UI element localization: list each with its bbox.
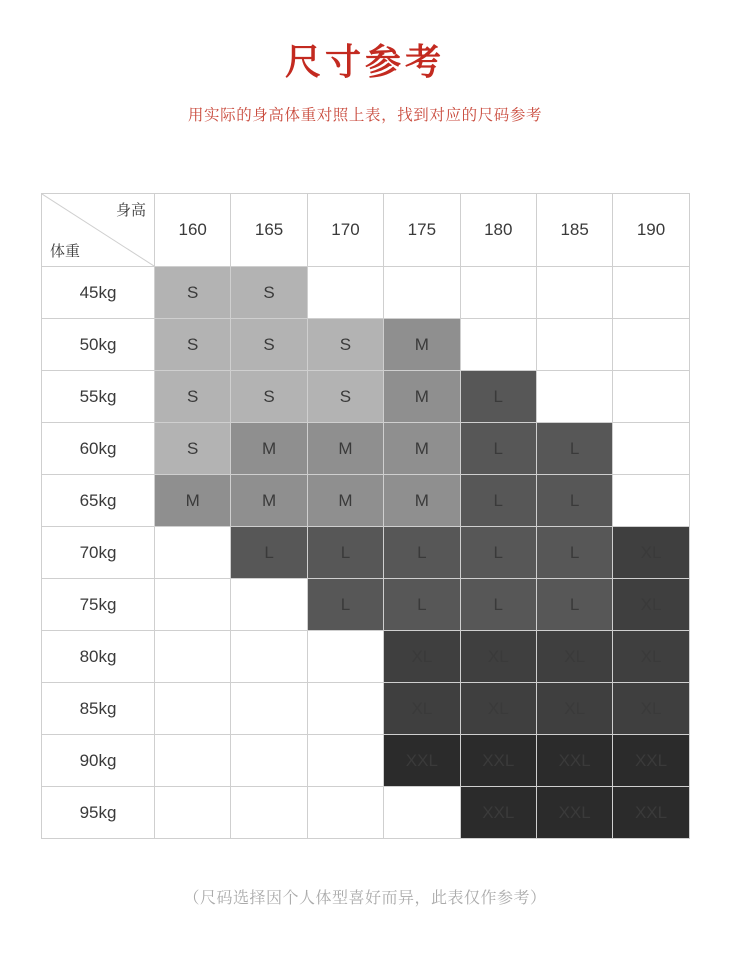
cell-85-175: XL [384,683,460,735]
row-label-95kg: 95kg [42,787,155,839]
cell-45-160: S [155,267,231,319]
cell-75-170: L [307,579,383,631]
cell-90-160 [155,735,231,787]
cell-90-175: XXL [384,735,460,787]
cell-70-160 [155,527,231,579]
column-header-165: 165 [231,194,307,267]
cell-60-185: L [536,423,612,475]
cell-50-170: S [307,319,383,371]
cell-90-190: XXL [613,735,689,787]
cell-75-190: XL [613,579,689,631]
cell-50-190 [613,319,689,371]
cell-95-190: XXL [613,787,689,839]
cell-65-180: L [460,475,536,527]
table-row [42,579,690,631]
cell-65-160: M [155,475,231,527]
cell-65-185: L [536,475,612,527]
cell-70-185: L [536,527,612,579]
cell-45-185 [536,267,612,319]
cell-85-185: XL [536,683,612,735]
cell-85-165 [231,683,307,735]
table-header [42,194,690,267]
cell-55-165: S [231,371,307,423]
cell-65-190 [613,475,689,527]
cell-65-175: M [384,475,460,527]
row-label-85kg: 85kg [42,683,155,735]
cell-70-165: L [231,527,307,579]
cell-80-165 [231,631,307,683]
cell-70-170: L [307,527,383,579]
row-label-90kg: 90kg [42,735,155,787]
size-table-container [41,193,689,839]
cell-55-160: S [155,371,231,423]
table-row [42,475,690,527]
cell-45-165: S [231,267,307,319]
table-row [42,787,690,839]
cell-60-190 [613,423,689,475]
table-row [42,683,690,735]
cell-90-170 [307,735,383,787]
table-row [42,735,690,787]
cell-95-165 [231,787,307,839]
cell-95-160 [155,787,231,839]
row-label-60kg: 60kg [42,423,155,475]
table-row [42,631,690,683]
row-label-80kg: 80kg [42,631,155,683]
page-title: 尺寸参考 [284,41,445,83]
size-reference-table [41,193,690,839]
row-label-45kg: 45kg [42,267,155,319]
cell-50-160: S [155,319,231,371]
cell-70-190: XL [613,527,689,579]
cell-60-170: M [307,423,383,475]
cell-95-175 [384,787,460,839]
table-row [42,423,690,475]
cell-50-175: M [384,319,460,371]
cell-55-190 [613,371,689,423]
cell-75-165 [231,579,307,631]
row-label-75kg: 75kg [42,579,155,631]
cell-50-165: S [231,319,307,371]
cell-60-160: S [155,423,231,475]
cell-90-180: XXL [460,735,536,787]
column-header-160: 160 [155,194,231,267]
cell-80-180: XL [460,631,536,683]
cell-50-180 [460,319,536,371]
column-header-175: 175 [384,194,460,267]
cell-90-165 [231,735,307,787]
cell-80-185: XL [536,631,612,683]
cell-55-170: S [307,371,383,423]
column-header-185: 185 [536,194,612,267]
cell-75-180: L [460,579,536,631]
corner-weight-label: 体重 [50,243,81,260]
cell-80-160 [155,631,231,683]
cell-60-180: L [460,423,536,475]
cell-60-165: M [231,423,307,475]
column-header-170: 170 [307,194,383,267]
table-row [42,319,690,371]
table-body [42,267,690,839]
cell-80-170 [307,631,383,683]
cell-75-160 [155,579,231,631]
cell-75-175: L [384,579,460,631]
column-header-180: 180 [460,194,536,267]
corner-height-label: 身高 [115,202,146,219]
cell-45-175 [384,267,460,319]
corner-header-cell [42,194,155,267]
row-label-55kg: 55kg [42,371,155,423]
cell-65-165: M [231,475,307,527]
cell-55-180: L [460,371,536,423]
cell-45-190 [613,267,689,319]
cell-60-175: M [384,423,460,475]
row-label-70kg: 70kg [42,527,155,579]
cell-85-170 [307,683,383,735]
cell-95-180: XXL [460,787,536,839]
table-header-row [42,194,690,267]
cell-65-170: M [307,475,383,527]
cell-80-175: XL [384,631,460,683]
row-label-65kg: 65kg [42,475,155,527]
cell-80-190: XL [613,631,689,683]
cell-95-170 [307,787,383,839]
cell-75-185: L [536,579,612,631]
page-subtitle: 用实际的身高体重对照上表，找到对应的尺码参考 [187,107,543,124]
cell-45-180 [460,267,536,319]
cell-55-175: M [384,371,460,423]
row-label-50kg: 50kg [42,319,155,371]
column-header-190: 190 [613,194,689,267]
cell-85-180: XL [460,683,536,735]
cell-95-185: XXL [536,787,612,839]
cell-70-180: L [460,527,536,579]
cell-45-170 [307,267,383,319]
cell-85-160 [155,683,231,735]
table-row [42,371,690,423]
cell-50-185 [536,319,612,371]
footnote: （尺码选择因个人体型喜好而异，此表仅作参考） [183,890,547,907]
cell-90-185: XXL [536,735,612,787]
cell-85-190: XL [613,683,689,735]
table-row [42,527,690,579]
cell-70-175: L [384,527,460,579]
table-row [42,267,690,319]
cell-55-185 [536,371,612,423]
